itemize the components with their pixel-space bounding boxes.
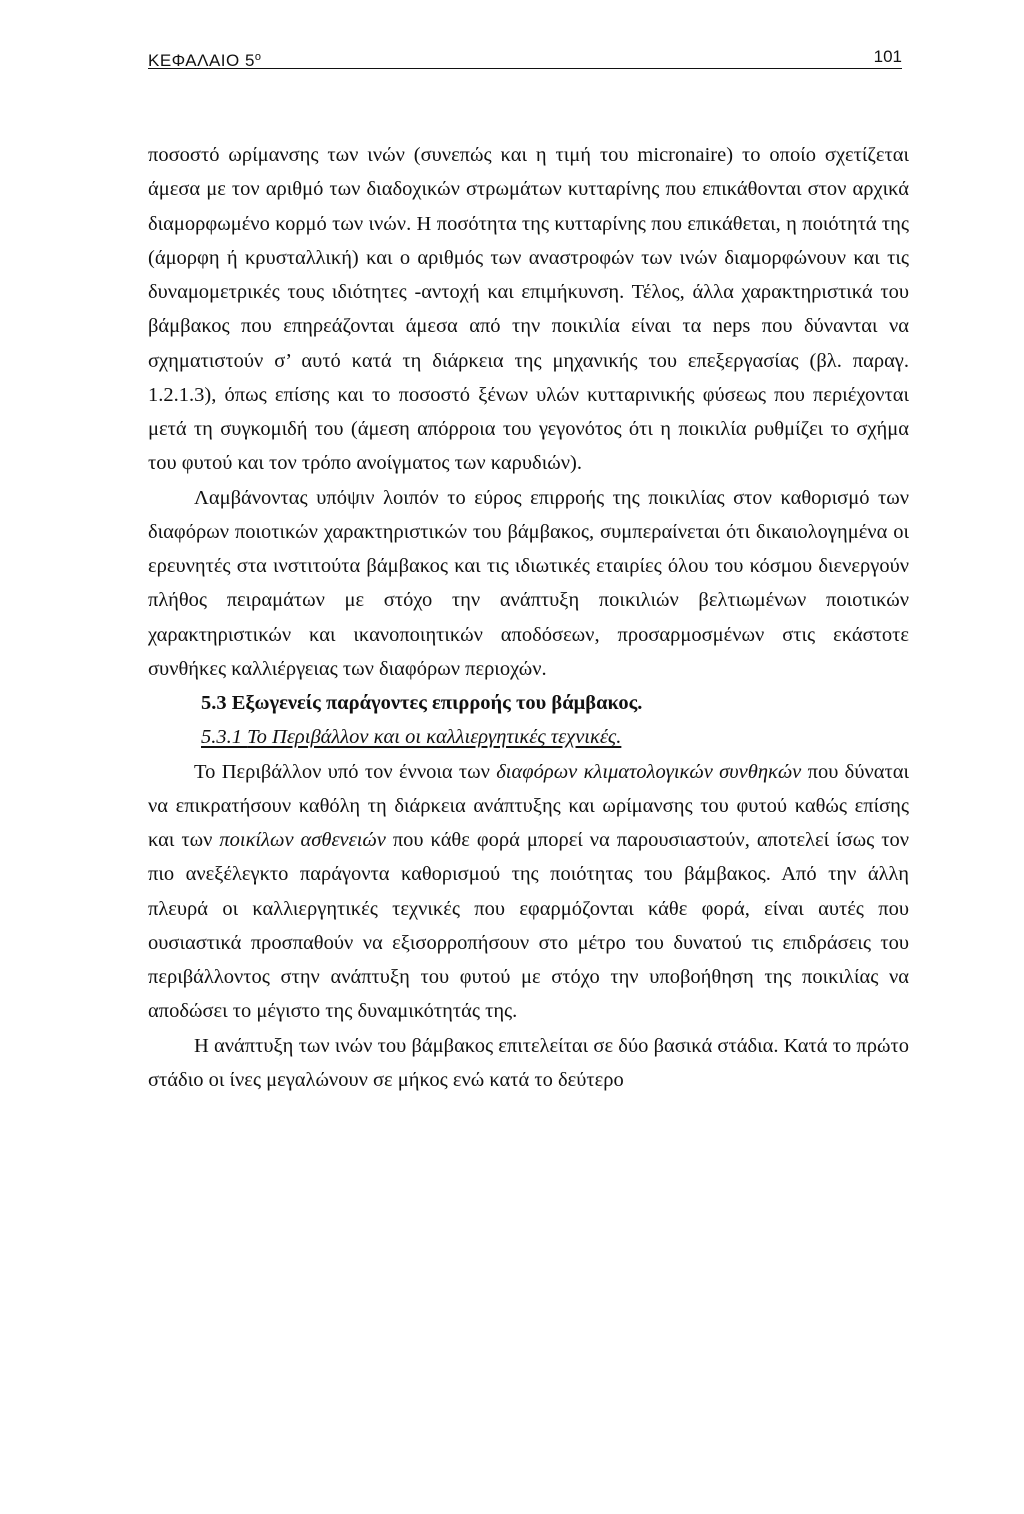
emphasis-climate-conditions: διαφόρων κλιματολογικών συνθηκών — [496, 760, 802, 783]
subsection-number: 5.3.1 — [201, 726, 242, 749]
paragraph-environment-end: που κάθε φορά μπορεί να παρουσιαστούν, αποτελεί ίσως τον πιο ανεξέλεγκτο παράγοντα καθορισμού της ποιότητας του βάμβακος. Από την άλλη πλευρά οι καλλιεργητικές τεχνικές που εφαρμόζονται κάθε φορά, είναι αυτές που ουσιαστικά προσπαθούν να εξισορροπήσουν στο μέτρο του δυνατού τις επιδράσεις του περιβάλλοντος στην ανάπτυξη του φυτού με στόχο την υποβοήθηση της ποικιλίας να αποδώσει το μέγιστο της δυναμικότητάς της. — [148, 829, 910, 1023]
paragraph-fiber-development: Η ανάπτυξη των ινών του βάμβακος επιτελείται σε δύο βασικά στάδια. Κατά το πρώτο στάδιο οι ίνες μεγαλώνουν σε μήκος ενώ κατά το δεύτερο — [148, 1034, 909, 1091]
subsection-title: Το Περιβάλλον και οι καλλιεργητικές τεχνικές. — [247, 726, 622, 749]
paragraph-environment-start: Το Περιβάλλον υπό τον έννοια των — [194, 760, 497, 783]
chapter-superscript: ο — [254, 51, 262, 63]
page-number: 101 — [873, 47, 902, 66]
chapter-label — [148, 46, 262, 72]
chapter-label-text: ΚΕΦΑΛΑΙΟ 5 — [148, 51, 255, 70]
paragraph-environment — [148, 755, 909, 1029]
section-heading: 5.3 Εξωγενείς παράγοντες επιρροής του βάμβακος. — [201, 692, 643, 714]
body-text — [148, 138, 909, 1097]
paragraph-continuation: ποσοστό ωρίμανσης των ινών (συνεπώς και η τιμή του micronaire) το οποίο σχετίζεται άμεσα με τον αριθμό των διαδοχικών στρωμάτων κυτταρίνης που επικάθονται στον αρχικά διαμορφωμένο κορμό των ινών. Η ποσότητα της κυτταρίνης που επικάθεται, η ποιότητά της (άμορφη ή κρυσταλλική) και ο αριθμός των αναστροφών των ινών διαμορφώνουν και τις δυναμομετρικές τους ιδιότητες -αντοχή και επιμήκυνση. Τέλος, άλλα χαρακτηριστικά του βάμβακος που επηρεάζονται άμεσα από την ποικιλία είναι τα neps που δύνανται να σχηματιστούν σ’ αυτό κατά τη διάρκεια της μηχανικής του επεξεργασίας (βλ. παραγ. 1.2.1.3), όπως επίσης και το ποσοστό ξένων υλών κυτταρινικής φύσεως που περιέχονται μετά τη συγκομιδή του (άμεση απόρροια του γεγονότος ότι η ποικιλία ρυθμίζει το σχήμα του φυτού και τον τρόπο ανοίγματος των καρυδιών). — [148, 144, 909, 475]
running-header — [148, 46, 902, 69]
paragraph-variety-conclusion: Λαμβάνοντας υπόψιν λοιπόν το εύρος επιρροής της ποικιλίας στον καθορισμό των διαφόρων ποιοτικών χαρακτηριστικών του βάμβακος, συμπεραίνεται ότι δικαιολογημένα οι ερευνητές στα ινστιτούτα βάμβακος και τις ιδιωτικές εταιρίες όλου του κόσμου διενεργούν πλήθος πειραμάτων με στόχο την ανάπτυξη ποικιλιών βελτιωμένων ποιοτικών χαρακτηριστικών και ικανοποιητικών αποδόσεων, προσαρμοσμένων στις εκάστοτε συνθήκες καλλιέργειας των διαφόρων περιοχών. — [148, 486, 909, 680]
paragraph-environment-middle: που δύναται να επικρατήσουν καθόλη τη διάρκεια ανάπτυξης και ωρίμανσης του φυτού καθώς επίσης και των — [148, 760, 909, 851]
subsection-heading — [148, 720, 909, 754]
subsection-heading-underlined — [201, 726, 621, 748]
emphasis-diseases: ποικίλων ασθενειών — [219, 829, 386, 851]
